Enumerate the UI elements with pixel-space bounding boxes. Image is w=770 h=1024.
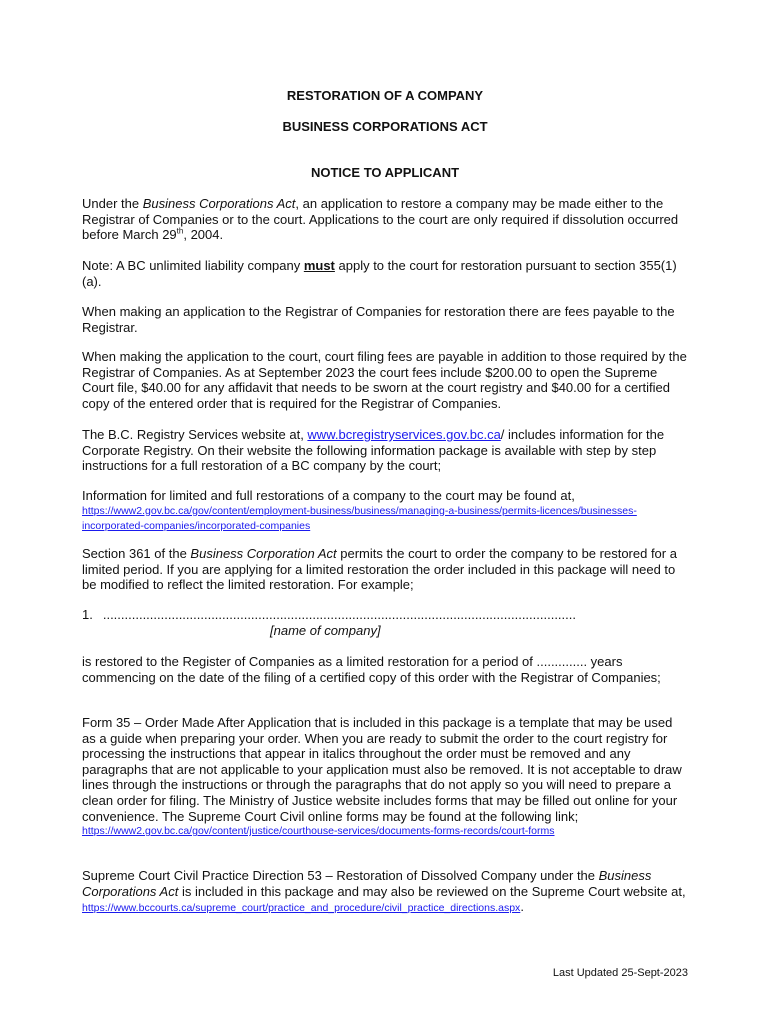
paragraph-limited-restoration: is restored to the Register of Companies as a limited restoration for a period of .............. years commencing on the date of the filing of a certified copy of this order with the Registrar of Companies; xyxy=(82,654,661,685)
paragraph-intro: Under the Business Corporations Act, an application to restore a company may be made either to the Registrar of Companies or to the court. Applications to the court are only required if dissolution occurred before March 29th, 2004. xyxy=(82,196,679,243)
example-placeholder-label: [name of company] xyxy=(270,623,381,638)
document-subtitle: BUSINESS CORPORATIONS ACT xyxy=(282,119,488,134)
section-heading: NOTICE TO APPLICANT xyxy=(310,165,460,180)
court-forms-link[interactable]: https://www2.gov.bc.ca/gov/content/justice/courthouse-services/documents-forms-records/court-forms xyxy=(82,825,555,838)
bcregistry-link[interactable]: www.bcregistryservices.gov.bc.ca xyxy=(307,427,501,442)
paragraph-restoration-info: Information for limited and full restorations of a company to the court may be found at, https://www2.gov.bc.ca/gov/content/employment-business/business/managing-a-business/permits-licences/businesses-incorporated-companies/incorporated-companies xyxy=(82,488,688,534)
paragraph-section-361: Section 361 of the Business Corporation Act permits the court to order the company to be restored for a limited period. If you are applying for a limited restoration the order included in this package will need to be modified to reflect the limited restoration. For example; xyxy=(82,546,677,593)
example-number: 1. xyxy=(82,607,93,622)
paragraph-court-fees: When making the application to the court, court filing fees are payable in addition to those required by the Registrar of Companies. As at September 2023 the court fees include $200.00 to open the Supreme Court file, $40.00 for any affidavit that needs to be sworn at the court registry and $40.00 for a certified copy of the entered order that is required for the Registrar of Companies. xyxy=(82,349,687,411)
paragraph-registrar-fees: When making an application to the Registrar of Companies for restoration there are fees payable to the Registrar. xyxy=(82,304,675,335)
paragraph-note: Note: A BC unlimited liability company must apply to the court for restoration pursuant to section 355(1)(a). xyxy=(82,258,677,289)
paragraph-registry-services: The B.C. Registry Services website at, www.bcregistryservices.gov.bc.ca/ includes information for the Corporate Registry. On their website the following information package is available with step by step instructions for a full restoration of a BC company by the court; xyxy=(82,427,665,474)
document-title: RESTORATION OF A COMPANY xyxy=(286,88,484,103)
bccourts-practice-directions-link[interactable]: https://www.bccourts.ca/supreme_court/practice_and_procedure/civil_practice_directions.aspx xyxy=(82,902,521,915)
paragraph-form-35: Form 35 – Order Made After Application that is included in this package is a template that may be used as a guide when preparing your order. When you are ready to submit the order to the court registry for processing the instructions that appear in italics throughout the order must be removed and any paragraphs that are not applicable to your application must also be removed. It is not acceptable to draw lines through the instructions or through the paragraphs that do not apply so you will need to prepare a clean order for filing. The Ministry of Justice website includes forms that may be filled out online for your convenience. The Supreme Court Civil online forms may be found at the following link; https://www2.gov.bc.ca/gov/content/justice/courthouse-services/documents-forms-records/court-forms xyxy=(82,715,688,839)
paragraph-practice-direction: Supreme Court Civil Practice Direction 53 – Restoration of Dissolved Company under the Business Corporations Act is included in this package and may also be reviewed on the Supreme Court website at, https://www.bccourts.ca/supreme_court/practice_and_procedure/civil_practice_directions.aspx. xyxy=(82,868,686,915)
gov-incorporated-companies-link[interactable]: https://www2.gov.bc.ca/gov/content/employment-business/business/managing-a-business/permits-licences/businesses-incorporated-companies/incorporated-companies xyxy=(82,504,637,532)
last-updated-footer: Last Updated 25-Sept-2023 xyxy=(552,967,688,979)
example-line xyxy=(82,607,688,623)
example-dots: ................................................................................................................................... xyxy=(102,607,576,622)
